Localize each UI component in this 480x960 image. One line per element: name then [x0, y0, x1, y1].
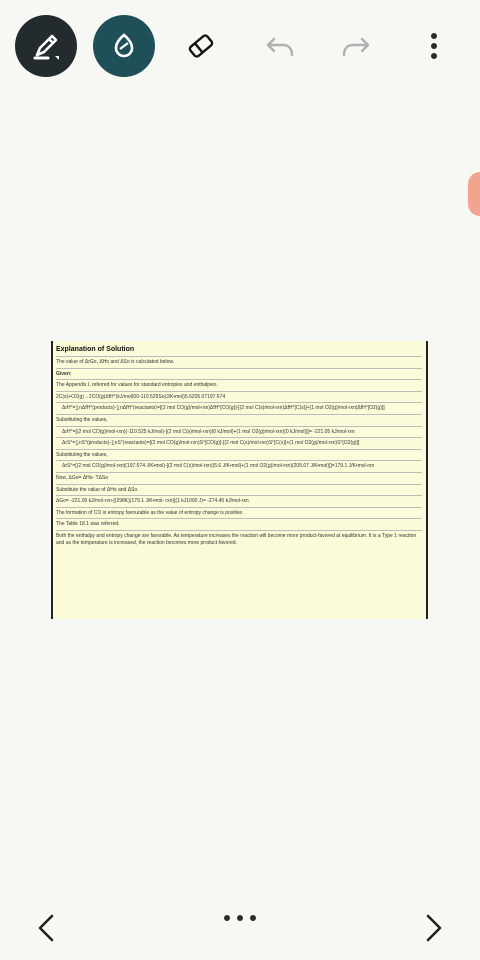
drawing-toolbar — [0, 0, 480, 92]
pen-icon — [28, 28, 64, 64]
bottom-navigation — [0, 880, 480, 960]
appendix-text: The Appendix L referred for values for standard entropies and enthalpies. — [56, 382, 218, 389]
previous-page-button[interactable] — [30, 910, 62, 946]
enthalpy-formula: ΔrH°=∑nΔfH°(products)-∑nΔfH°(reactants)=[(2 mol CO(g)/mol-rxn)ΔfH°[CO(g)]-[(2 mol C(s)/mol-rxn)ΔfH°[C(s)]+(1 mol O2(g)/mol-rxn)ΔfH°[O2(g)]] — [62, 405, 385, 412]
substitute-text: Substitute the value of ΔHo and ΔSo. — [56, 486, 139, 493]
divider — [56, 460, 422, 461]
substituting-text: Substituting the values, — [56, 451, 108, 458]
document-title: Explanation of Solution — [56, 346, 135, 353]
substituting-text: Substituting the values, — [56, 416, 108, 423]
divider — [56, 379, 422, 380]
reaction-equation: 2C(s)+O2(g)→2CO(g)ΔfH°(kJ/mol)00-110.525So(J/K•mol)5.6205.07197.674 — [56, 393, 226, 400]
conclusion-text: Both the enthalpy and entropy change are favorable. As temperature increases the reaction will become more product-favored at equilibrium. It is a Type 1 reaction and as the temperature is increased, the reaction becomes more product-favored. — [56, 532, 417, 546]
chevron-left-icon — [35, 912, 57, 944]
next-page-button[interactable] — [418, 910, 450, 946]
eraser-button[interactable] — [183, 28, 219, 64]
more-horizontal-icon — [224, 915, 230, 921]
divider — [56, 449, 422, 450]
gibbs-value: ΔGo= -221.05 kJ/mol-rxn-[(298K)(179.1 J/K•mol- rxn)](1 kJ1000 J)= -274.45 kJ/mol-rxn — [56, 498, 249, 505]
given-label: Given: — [56, 370, 72, 377]
divider — [56, 356, 422, 357]
divider — [56, 414, 422, 415]
page-options-button[interactable] — [218, 908, 262, 928]
ink-drop-icon — [108, 30, 140, 62]
divider — [56, 530, 422, 531]
ink-tool-button[interactable] — [93, 15, 155, 77]
divider — [56, 368, 422, 369]
divider — [56, 437, 422, 438]
more-horizontal-icon — [250, 915, 256, 921]
pen-tool-button[interactable] — [15, 15, 77, 77]
entropy-value: ΔrS°=[(2 mol CO(g)/mol-rxn)(197.674 J/K•mol)-[(2 mol C(s)/mol-rxn)(5.6 J/K•mol)+(1 mol O2(g)/mol-rxn)(205.07 J/K•mol)]]=179.1 J/K•mol-rxn — [62, 463, 375, 470]
divider — [56, 472, 422, 473]
undo-icon — [264, 30, 296, 62]
entropy-formula: ΔrS°=∑nS°(products)-∑nS°(reactants)=[(2 mol CO(g)/mol-rxn)S°[CO(g)]-[(2 mol C(s)/mol-rxn)S°[C(s)]+(1 mol O2(g)/mol-rxn)S°[O2(g)]] — [62, 440, 360, 447]
gibbs-equation: Now, ΔGo= ΔHo- TΔSo — [56, 474, 109, 481]
more-vertical-icon — [429, 31, 439, 61]
divider — [56, 484, 422, 485]
table-reference: The Table 18.1 was referred, — [56, 521, 120, 528]
divider — [56, 507, 422, 508]
more-horizontal-icon — [237, 915, 243, 921]
eraser-icon — [184, 29, 218, 63]
divider — [56, 391, 422, 392]
divider — [56, 426, 422, 427]
solution-document — [51, 341, 428, 619]
intro-text: The value of ΔrGo, ΔHo and ΔSo is calculated below. — [56, 359, 175, 365]
more-options-button[interactable] — [420, 28, 448, 64]
divider — [56, 402, 422, 403]
co-formation-text: The formation of CO is entropy favourable as the value of entropy change is positive. — [56, 509, 244, 516]
divider — [56, 518, 422, 519]
side-panel-handle[interactable] — [468, 172, 480, 216]
redo-icon — [340, 30, 372, 62]
enthalpy-value: ΔrH°=[(2 mol CO(g)/mol-rxn)(-110.525 kJ/mol)-[(2 mol C(s)/mol-rxn)(0 kJ/mol)+(1 mol O2(g)/mol-rxn)(0 kJ/mol)]]= -221.05 kJ/mol-rxn — [62, 428, 355, 435]
chevron-right-icon — [423, 912, 445, 944]
undo-button[interactable] — [262, 28, 298, 64]
divider — [56, 495, 422, 496]
redo-button[interactable] — [338, 28, 374, 64]
